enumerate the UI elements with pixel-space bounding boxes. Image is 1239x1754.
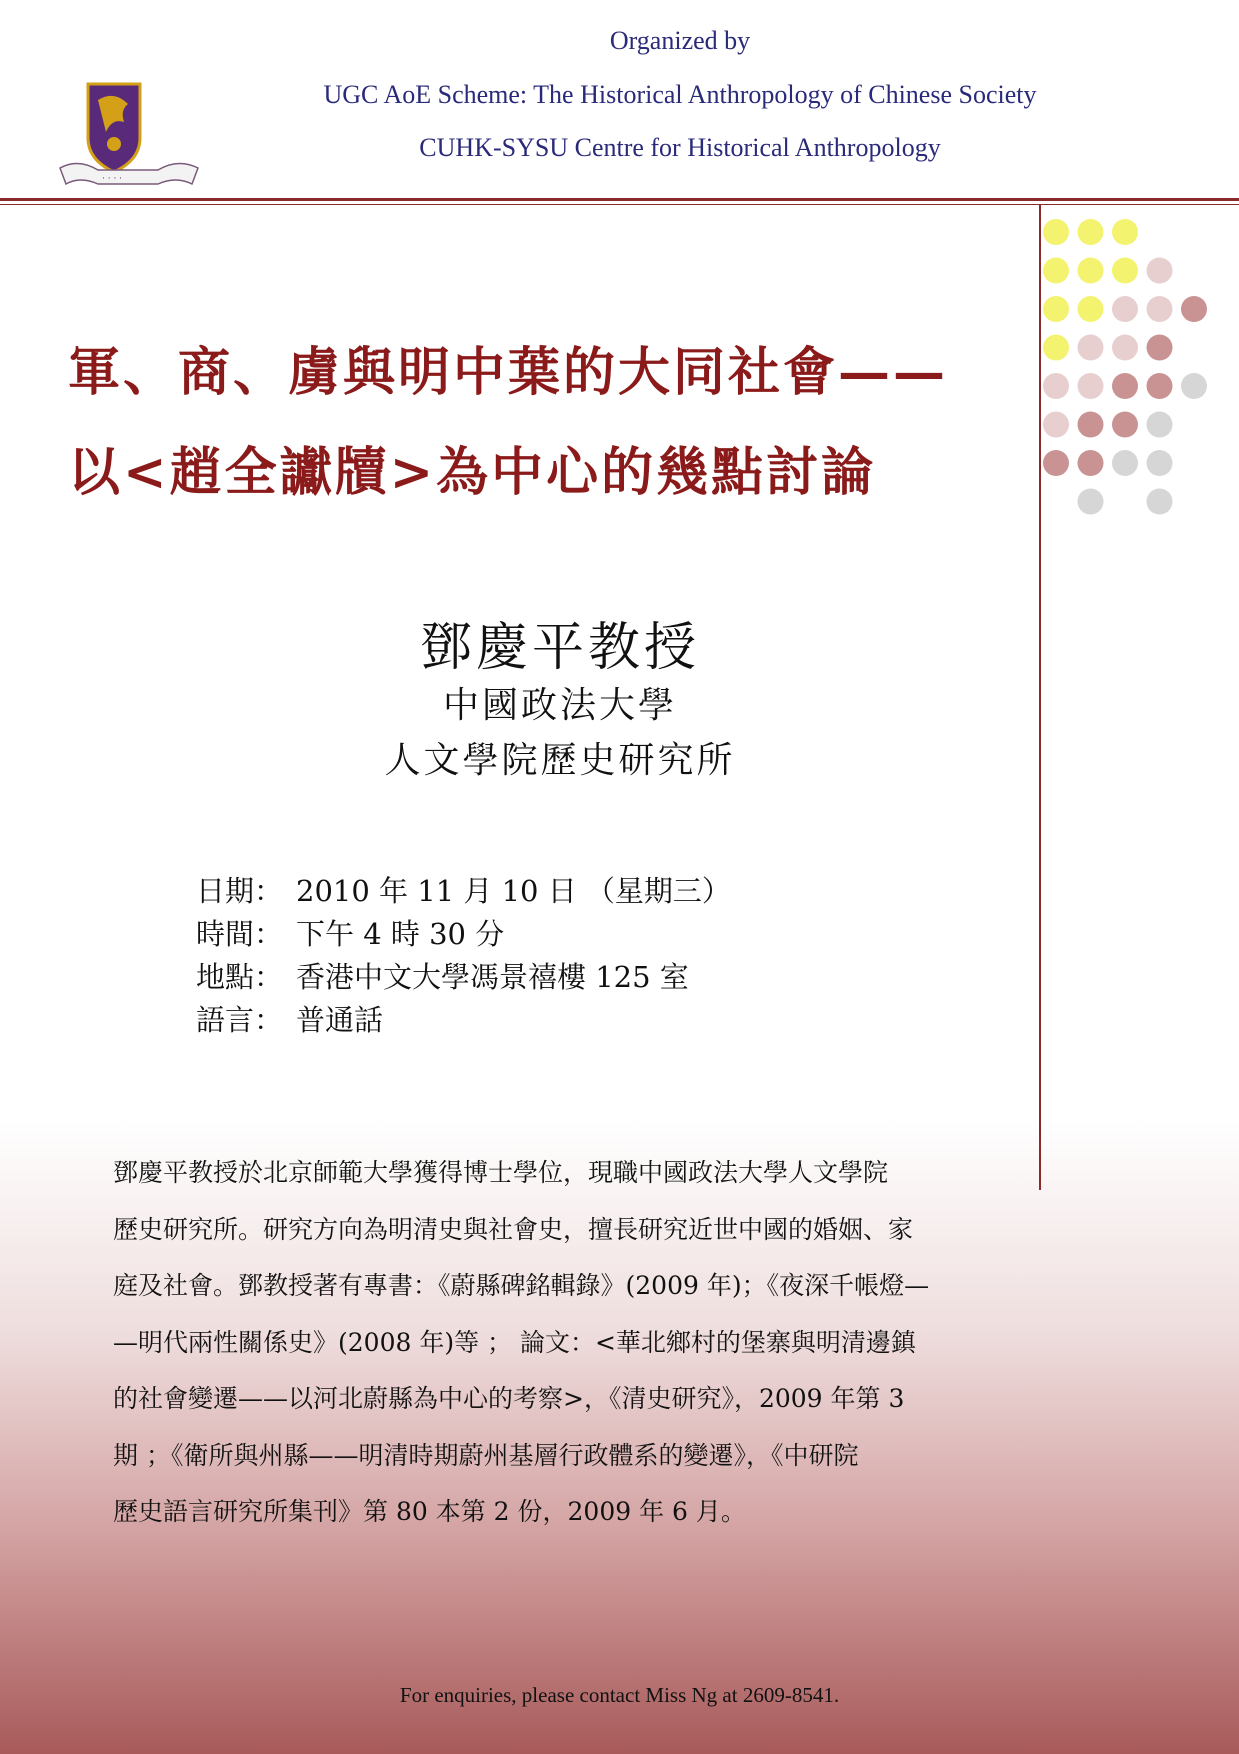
lecture-title-line-2: 以<趙全讞牘>為中心的幾點討論	[68, 442, 877, 503]
bio-line: —明代兩性關係史》(2008 年)等 ； 論文：<華北鄉村的堡寨與明清邊鎮	[113, 1327, 916, 1357]
speaker-name: 鄧慶平教授	[419, 618, 700, 678]
university-crest-icon	[58, 80, 200, 190]
detail-label: 日期：	[196, 874, 284, 908]
decorative-dot	[1147, 489, 1173, 515]
decorative-dot	[1112, 258, 1138, 284]
organized-by-label: Organized by	[609, 26, 751, 55]
lecture-title-line-1: 軍、商、虜與明中葉的大同社會——	[68, 342, 949, 403]
decorative-dot	[1147, 296, 1173, 322]
detail-value: 下午 4 時 30 分	[296, 917, 505, 951]
header-divider	[0, 198, 1239, 201]
decorative-dot	[1112, 373, 1138, 399]
decorative-dot	[1078, 296, 1104, 322]
decorative-dot	[1043, 219, 1069, 245]
detail-time	[196, 913, 731, 956]
detail-date	[196, 870, 731, 913]
decorative-dot	[1147, 335, 1173, 361]
detail-venue	[196, 956, 731, 999]
bio-line: 庭及社會。鄧教授著有專書：《蔚縣碑銘輯錄》(2009 年)；《夜深千帳燈—	[113, 1271, 930, 1300]
decorative-dot	[1112, 296, 1138, 322]
bio-line: 歷史研究所。研究方向為明清史與社會史，擅長研究近世中國的婚姻、家	[113, 1214, 914, 1244]
decorative-dot	[1147, 450, 1173, 476]
speaker-biography	[113, 1145, 1023, 1541]
bio-line: 的社會變遷——以河北蔚縣為中心的考察>，《清史研究》，2009 年第 3	[113, 1384, 905, 1413]
decorative-dot	[1078, 373, 1104, 399]
detail-label: 地點：	[196, 960, 284, 994]
svg-text:· · · ·: · · · ·	[102, 174, 123, 184]
decorative-dot	[1181, 296, 1207, 322]
detail-label: 時間：	[196, 917, 284, 951]
decorative-dot	[1078, 489, 1104, 515]
organizer-2: CUHK-SYSU Centre for Historical Anthropology	[419, 133, 941, 162]
enquiry-contact: For enquiries, please contact Miss Ng at 2609-8541.	[399, 1683, 840, 1707]
header-divider-thin	[0, 204, 1239, 205]
decorative-dot	[1043, 258, 1069, 284]
event-details	[196, 870, 731, 1042]
speaker-affiliation-university: 中國政法大學	[442, 685, 677, 726]
detail-value: 香港中文大學馮景禧樓 125 室	[296, 960, 689, 994]
bio-line: 鄧慶平教授於北京師範大學獲得博士學位，現職中國政法大學人文學院	[113, 1158, 889, 1187]
decorative-dot	[1112, 450, 1138, 476]
speaker-affiliation-institute: 人文學院歷史研究所	[384, 740, 736, 781]
header	[0, 0, 1239, 200]
detail-value: 2010 年 11 月 10 日 （星期三）	[296, 874, 731, 908]
decorative-dot	[1078, 219, 1104, 245]
decorative-dot	[1078, 412, 1104, 438]
decorative-dot	[1147, 373, 1173, 399]
decorative-dot	[1078, 258, 1104, 284]
decorative-dot	[1147, 258, 1173, 284]
organizer-1: UGC AoE Scheme: The Historical Anthropology of Chinese Society	[323, 80, 1037, 109]
decorative-dot	[1043, 296, 1069, 322]
detail-value: 普通話	[296, 1003, 384, 1037]
decorative-dot	[1112, 412, 1138, 438]
detail-label: 語言：	[196, 1003, 284, 1037]
detail-language	[196, 999, 731, 1042]
bio-line: 期 ；《衛所與州縣——明清時期蔚州基層行政體系的變遷》，《中研院	[113, 1440, 859, 1470]
decorative-dot	[1078, 335, 1104, 361]
decorative-dot	[1112, 219, 1138, 245]
bio-line: 歷史語言研究所集刊》第 80 本第 2 份，2009 年 6 月。	[113, 1497, 746, 1526]
decorative-dot-grid	[1040, 218, 1239, 528]
decorative-dot	[1078, 450, 1104, 476]
decorative-dot	[1147, 412, 1173, 438]
decorative-dot	[1112, 335, 1138, 361]
decorative-dot	[1181, 373, 1207, 399]
